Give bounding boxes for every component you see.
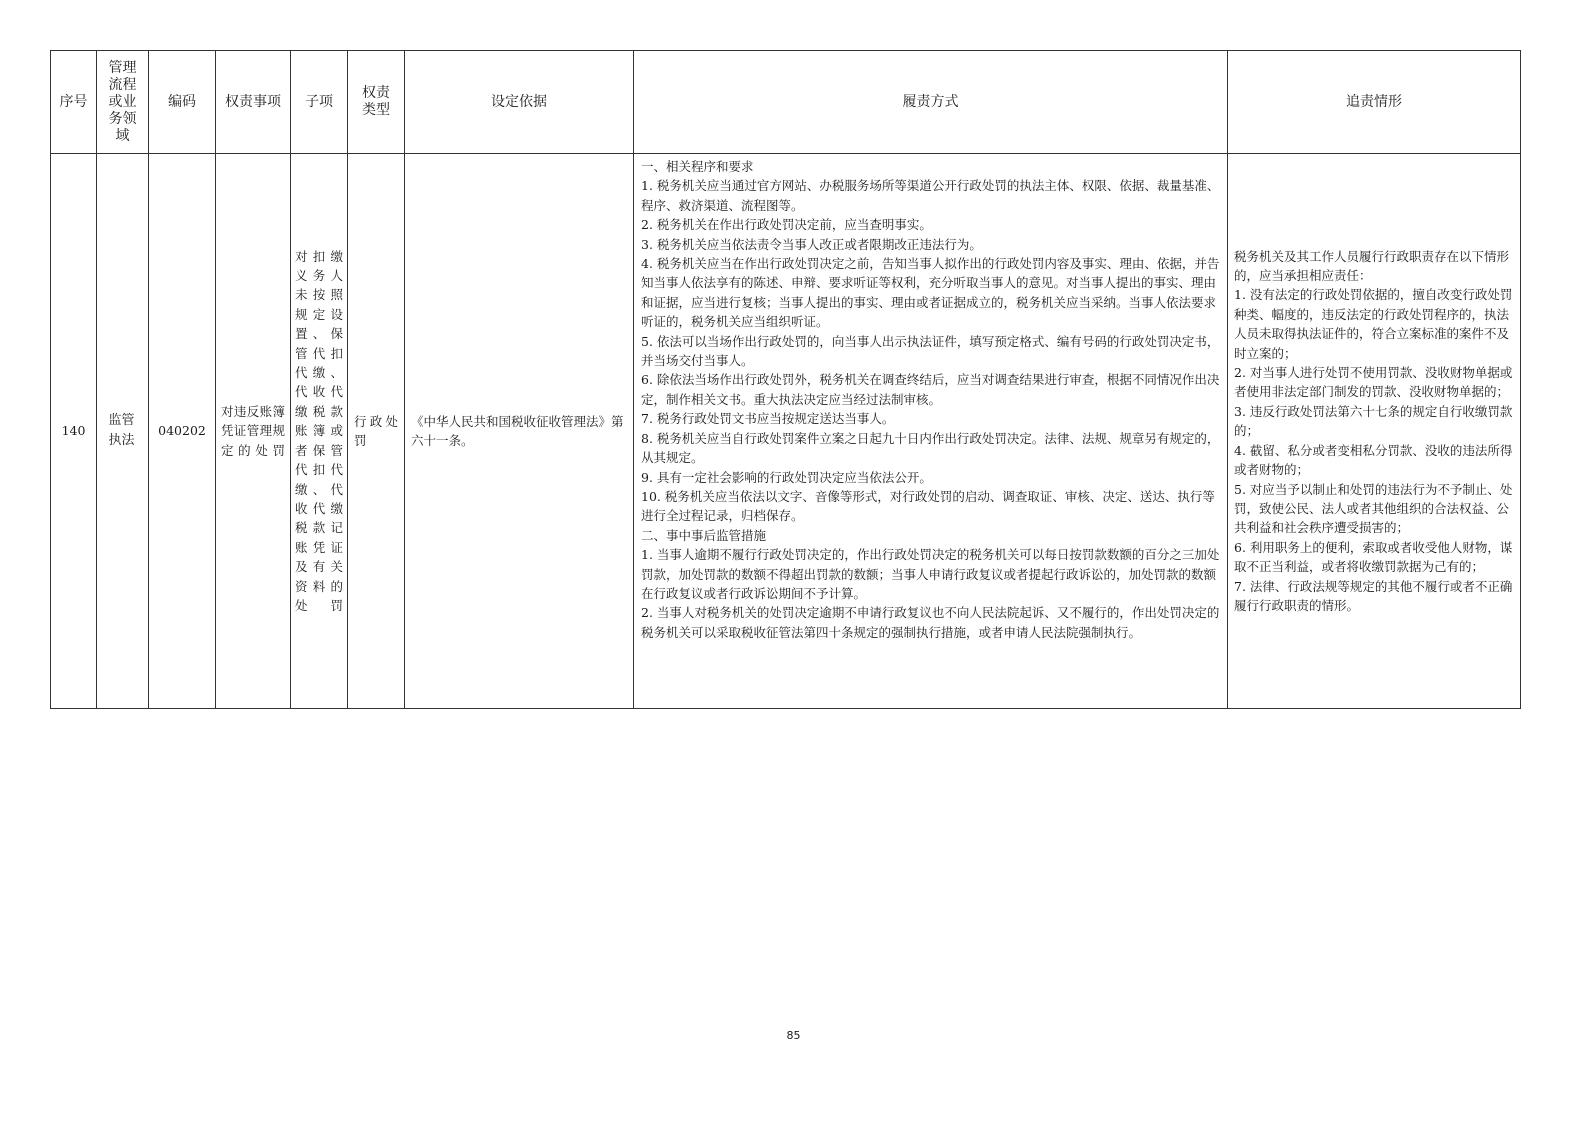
powers-table bbox=[50, 50, 1521, 709]
header-seq: 序号 bbox=[51, 51, 97, 154]
accountability-line: 1. 没有法定的行政处罚依据的，擅自改变行政处罚种类、幅度的，违反法定的行政处罚程序的，执法人员未取得执法证件的，符合立案标准的案件不及时立案的； bbox=[1234, 287, 1513, 361]
header-code: 编码 bbox=[149, 51, 216, 154]
cell-domain: 监管执法 bbox=[97, 154, 149, 709]
accountability-line: 7. 法律、行政法规等规定的其他不履行或者不正确履行行政职责的情形。 bbox=[1234, 578, 1513, 613]
duty-line: 1. 税务机关应当通过官方网站、办税服务场所等渠道公开行政处罚的执法主体、权限、依据、裁量基准、程序、救济渠道、流程图等。 bbox=[641, 178, 1220, 213]
header-accountability: 追责情形 bbox=[1228, 51, 1521, 154]
duty-line: 7. 税务行政处罚文书应当按规定送达当事人。 bbox=[641, 411, 895, 427]
header-item: 权责事项 bbox=[216, 51, 291, 154]
cell-accountability bbox=[1228, 154, 1521, 709]
cell-basis: 《中华人民共和国税收征收管理法》第六十一条。 bbox=[405, 154, 634, 709]
header-subitem: 子项 bbox=[291, 51, 348, 154]
duty-line: 8. 税务机关应当自行政处罚案件立案之日起九十日内作出行政处罚决定。法律、法规、规章另有规定的，从其规定。 bbox=[641, 430, 1220, 466]
duty-line: 3. 税务机关应当依法责令当事人改正或者限期改正违法行为。 bbox=[641, 236, 982, 252]
accountability-line: 2. 对当事人进行处罚不使用罚款、没收财物单据或者使用非法定部门制发的罚款、没收财物单据的； bbox=[1234, 365, 1513, 400]
duty-line: 4. 税务机关应当在作出行政处罚决定之前，告知当事人拟作出的行政处罚内容及事实、理由、依据，并告知当事人依法享有的陈述、申辩、要求听证等权利，充分听取当事人的意见。对当事人提出的事实、理由和证据，应当进行复核；当事人提出的事实、理由或者证据成立的，税务机关应当采纳。当事人依法要求听证的，税务机关应当组织听证。 bbox=[641, 256, 1220, 330]
cell-item: 对违反账簿凭证管理规定的处罚 bbox=[216, 154, 291, 709]
duty-line: 1. 当事人逾期不履行行政处罚决定的，作出行政处罚决定的税务机关可以每日按罚款数额的百分之三加处罚款，加处罚款的数额不得超出罚款的数额；当事人申请行政复议或者提起行政诉讼的，加处罚款的数额在行政复议或者行政诉讼期间不予计算。 bbox=[641, 547, 1220, 601]
header-duty: 履责方式 bbox=[634, 51, 1228, 154]
header-basis: 设定依据 bbox=[405, 51, 634, 154]
duty-line: 2. 当事人对税务机关的处罚决定逾期不申请行政复议也不向人民法院起诉、又不履行的，作出处罚决定的税务机关可以采取税收征管法第四十条规定的强制执行措施，或者申请人民法院强制执行。 bbox=[641, 605, 1220, 640]
header-type: 权责类型 bbox=[348, 51, 405, 154]
duty-line: 5. 依法可以当场作出行政处罚的，向当事人出示执法证件，填写预定格式、编有号码的行政处罚决定书，并当场交付当事人。 bbox=[641, 333, 1220, 369]
cell-duty bbox=[634, 154, 1228, 709]
duty-line: 9. 具有一定社会影响的行政处罚决定应当依法公开。 bbox=[641, 469, 932, 485]
header-domain: 管理流程或业务领域 bbox=[97, 51, 149, 154]
accountability-line: 3. 违反行政处罚法第六十七条的规定自行收缴罚款的； bbox=[1234, 403, 1513, 439]
duty-line: 二、事中事后监管措施 bbox=[641, 527, 767, 543]
cell-type: 行政处罚 bbox=[348, 154, 405, 709]
cell-code: 040202 bbox=[149, 154, 216, 709]
accountability-line: 4. 截留、私分或者变相私分罚款、没收的违法所得或者财物的； bbox=[1234, 442, 1513, 478]
cell-seq: 140 bbox=[51, 154, 97, 709]
accountability-line: 6. 利用职务上的便利，索取或者收受他人财物，谋取不正当利益，或者将收缴罚款据为己有的； bbox=[1234, 539, 1513, 575]
table-row bbox=[51, 154, 1521, 709]
duty-line: 10. 税务机关应当依法以文字、音像等形式，对行政处罚的启动、调查取证、审核、决定、送达、执行等进行全过程记录，归档保存。 bbox=[641, 488, 1215, 524]
page-number: 85 bbox=[786, 1029, 801, 1042]
table-header-row bbox=[51, 51, 1521, 154]
cell-subitem: 对扣缴义务人未按照规定设置、保管代扣代缴、代收代缴税款账簿或者保管代扣代缴、代收代缴税款记账凭证及有关资料的处罚 bbox=[291, 154, 348, 709]
duty-line: 一、相关程序和要求 bbox=[641, 159, 754, 174]
duty-line: 6. 除依法当场作出行政处罚外，税务机关在调查终结后，应当对调查结果进行审查，根据不同情况作出决定，制作相关文书。重大执法决定应当经过法制审核。 bbox=[641, 372, 1220, 407]
duty-line: 2. 税务机关在作出行政处罚决定前，应当查明事实。 bbox=[641, 217, 932, 233]
accountability-line: 5. 对应当予以制止和处罚的违法行为不予制止、处罚，致使公民、法人或者其他组织的合法权益、公共利益和社会秩序遭受损害的； bbox=[1234, 481, 1513, 536]
accountability-line: 税务机关及其工作人员履行行政职责存在以下情形的，应当承担相应责任： bbox=[1234, 248, 1510, 284]
